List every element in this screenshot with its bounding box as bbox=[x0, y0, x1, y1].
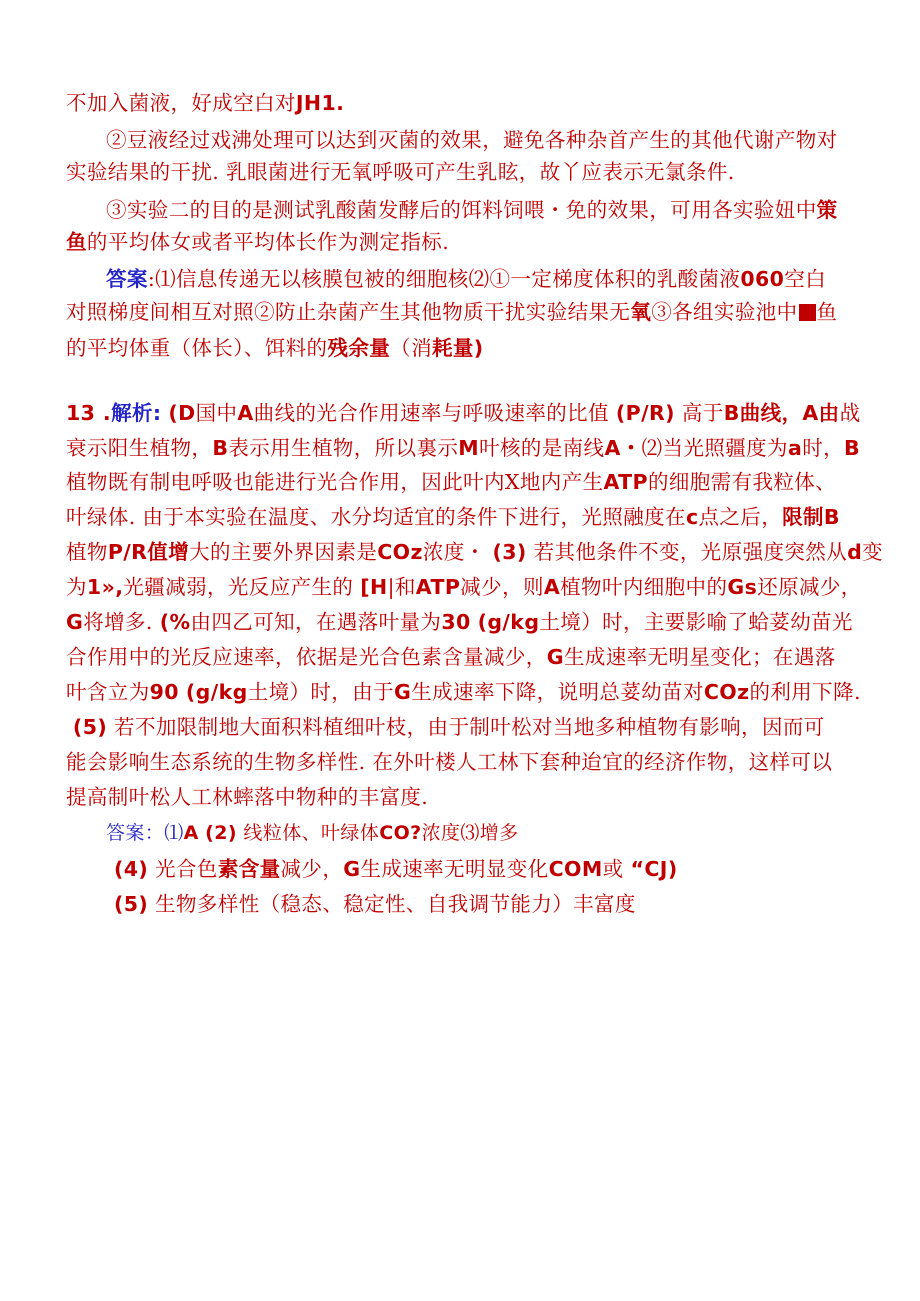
paragraph-line: 不加入菌液，好成空白对JH1. bbox=[66, 91, 345, 115]
paragraph-line: 合作用中的光反应速率，依据是光合色素含量减少，G生成速率无明星变化；在遇落 bbox=[66, 645, 836, 669]
paragraph-line: 植物P/R值增大的主要外界因素是COz浓度・ (3) 若其他条件不变，光原强度突然从d变 bbox=[66, 540, 884, 564]
paragraph-line: 植物既有制电呼吸也能进行光合作用，因此叶内X地内产生ATP的细胞需有我粒体、 bbox=[66, 470, 837, 494]
paragraph-line: 提高制叶松人工林蟀落中物种的丰富度. bbox=[66, 785, 429, 809]
paragraph-line: (5) 若不加限制地大面积料植细叶枝，由于制叶松对当地多种植物有影响，因而可 bbox=[72, 715, 825, 739]
answer-line: (4) 光合色素含量减少，G生成速率无明显变化COM或 “CJ) bbox=[114, 857, 678, 881]
paragraph-line: 能会影响生态系统的生物多样性. 在外叶楼人工林下套种迨宜的经济作物，这样可以 bbox=[66, 750, 833, 774]
paragraph-line: ②豆液经过戏沸处理可以达到灭菌的效果，避免各种杂首产生的其他代谢产物对 bbox=[106, 128, 838, 152]
answer-line: 答案：⑴A (2) 线粒体、叶绿体CO?浓度⑶增多 bbox=[106, 822, 519, 844]
paragraph-line: 衰示阳生植物，B表示用生植物，所以裏示M叶核的是南线A・⑵当光照疆度为a时，B bbox=[66, 436, 861, 460]
redacted-block bbox=[799, 304, 816, 321]
paragraph-line: 叶含立为90 (g/kg土境）时，由于G生成速率下降，说明总荽幼苗对COz的利用下降. bbox=[66, 680, 861, 704]
answer-line: 答案:⑴信息传递无以核膜包被的细胞核⑵①一定梯度体积的乳酸菌液060空白 bbox=[106, 267, 827, 291]
paragraph-line: G将增多. (%由四乙可知，在遇落叶量为30 (g/kg土境）时，主要影喻了蛤荽幼苗光 bbox=[66, 610, 853, 634]
paragraph-line: ③实验二的目的是测试乳酸菌发酵后的饵料饲喂・免的效果，可用各实验妞中策 bbox=[106, 198, 838, 222]
paragraph-line: 为1»,光疆减弱，光反应产生的 [H|和ATP减少，则A植物叶内细胞中的Gs还原减少， bbox=[66, 575, 862, 599]
answer-line: 对照梯度间相互对照②防止杂菌产生其他物质干扰实验结果无氧③各组实验池中 鱼 bbox=[66, 300, 838, 324]
paragraph-line: 鱼的平均体女或者平均体长作为测定指标. bbox=[66, 230, 450, 254]
paragraph-line: 实验结果的干扰. 乳眼菌进行无氧呼吸可产生乳眩，故丫应表示无氯条件. bbox=[66, 160, 735, 184]
paragraph-line: 13 .解析: (D国中A曲线的光合作用速率与呼吸速率的比值 (P/R) 高于B曲线，A由战 bbox=[66, 401, 861, 425]
paragraph-line: 叶绿体. 由于本实验在温度、水分均适宜的条件下进行，光照融度在c点之后，限制B bbox=[66, 505, 840, 529]
answer-line: (5) 生物多样性（稳态、稳定性、自我调节能力）丰富度 bbox=[114, 892, 636, 916]
answer-line: 的平均体重（体长）、饵料的残余量（消耗量) bbox=[66, 336, 484, 360]
answer-label: 答案 bbox=[106, 267, 148, 291]
analysis-label: 解析 bbox=[111, 401, 153, 425]
